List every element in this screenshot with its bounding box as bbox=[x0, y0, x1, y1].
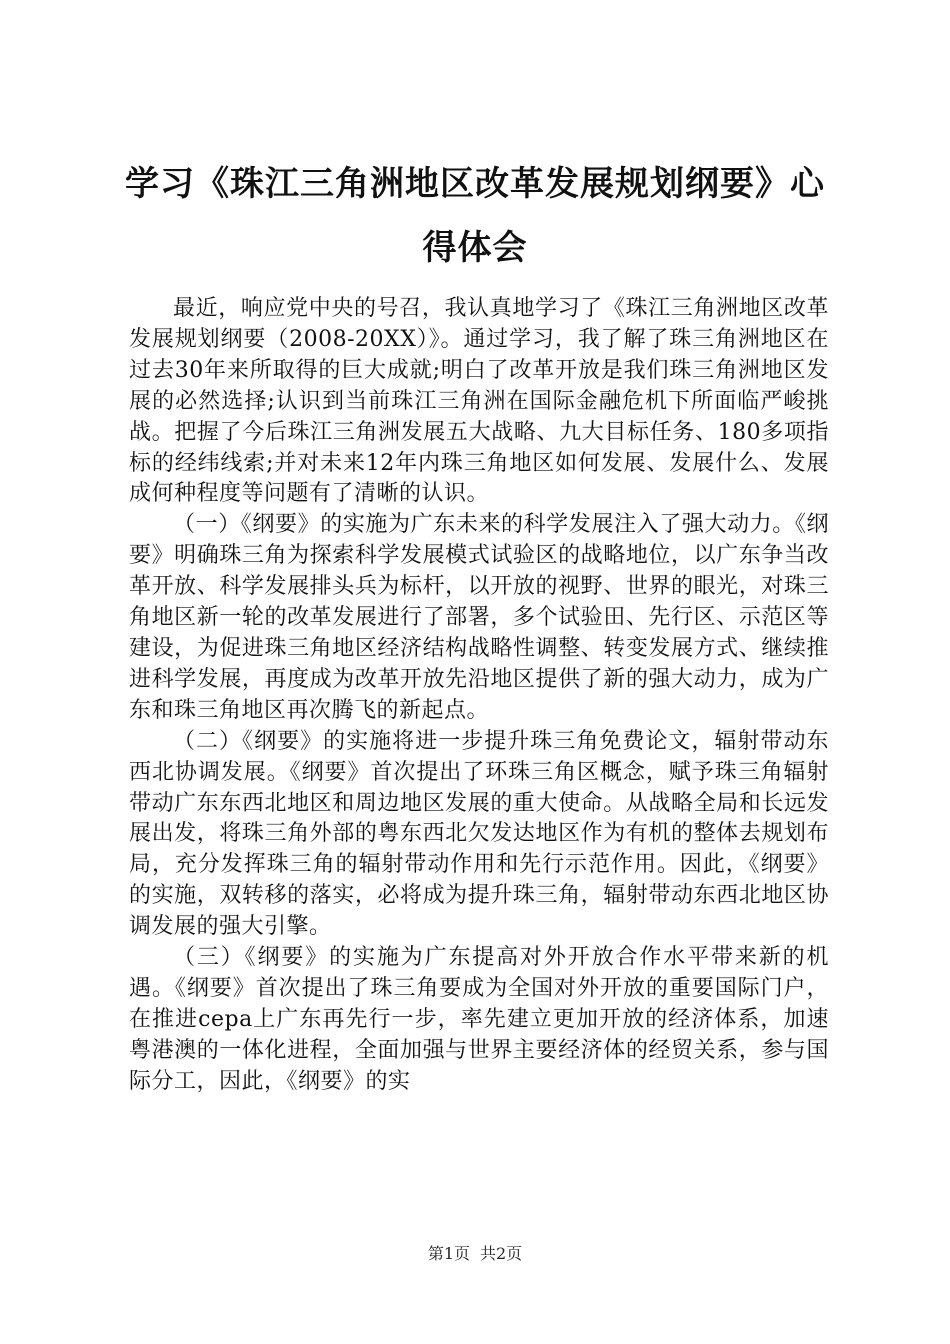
paragraph-section-3: （三）《纲要》的实施为广东提高对外开放合作水平带来新的机遇。《纲要》首次提出了珠三角要成为全国对外开放的重要国际门户，在推进cepa上广东再先行一步，率先建立更加开放的经济体系，加速粤港澳的一体化进程，全面加强与世界主要经济体的经贸关系，参与国际分工，因此，《纲要》的实 bbox=[129, 945, 829, 1094]
document-body bbox=[129, 294, 829, 1098]
page-number-current: 第1页 bbox=[427, 1244, 470, 1263]
paragraph-section-2: （二）《纲要》的实施将进一步提升珠三角免费论文，辐射带动东西北协调发展。《纲要》首次提出了环珠三角区概念，赋予珠三角辐射带动广东东西北地区和周边地区发展的重大使命。从战略全局和长远发展出发，将珠三角外部的粤东西北欠发达地区作为有机的整体去规划布局，充分发挥珠三角的辐射带动作用和先行示范作用。因此，《纲要》的实施，双转移的落实，必将成为提升珠三角，辐射带动东西北地区协调发展的强大引擎。 bbox=[129, 728, 829, 940]
page-footer bbox=[0, 1244, 950, 1264]
paragraph-intro: 最近，响应党中央的号召，我认真地学习了《珠江三角洲地区改革发展规划纲要（2008-20XX）》。通过学习，我了解了珠三角洲地区在过去30年来所取得的巨大成就;明白了改革开放是我们珠三角洲地区发展的必然选择;认识到当前珠江三角洲在国际金融危机下所面临严峻挑战。把握了今后珠江三角洲发展五大战略、九大目标任务、180多项指标的经纬线索;并对未来12年内珠三角地区如何发展、发展什么、发展成何种程度等问题有了清晰的认识。 bbox=[129, 296, 829, 507]
paragraph-section-1: （一）《纲要》的实施为广东未来的科学发展注入了强大动力。《纲要》明确珠三角为探索科学发展模式试验区的战略地位，以广东争当改革开放、科学发展排头兵为标杆，以开放的视野、世界的眼光，对珠三角地区新一轮的改革发展进行了部署，多个试验田、先行区、示范区等建设，为促进珠三角地区经济结构战略性调整、转变发展方式、继续推进科学发展，再度成为改革开放先沿地区提供了新的强大动力，成为广东和珠三角地区再次腾飞的新起点。 bbox=[129, 512, 829, 723]
page-number-total: 共2页 bbox=[480, 1244, 523, 1263]
document-title: 学习《珠江三角洲地区改革发展规划纲要》心得体会 bbox=[125, 164, 825, 268]
